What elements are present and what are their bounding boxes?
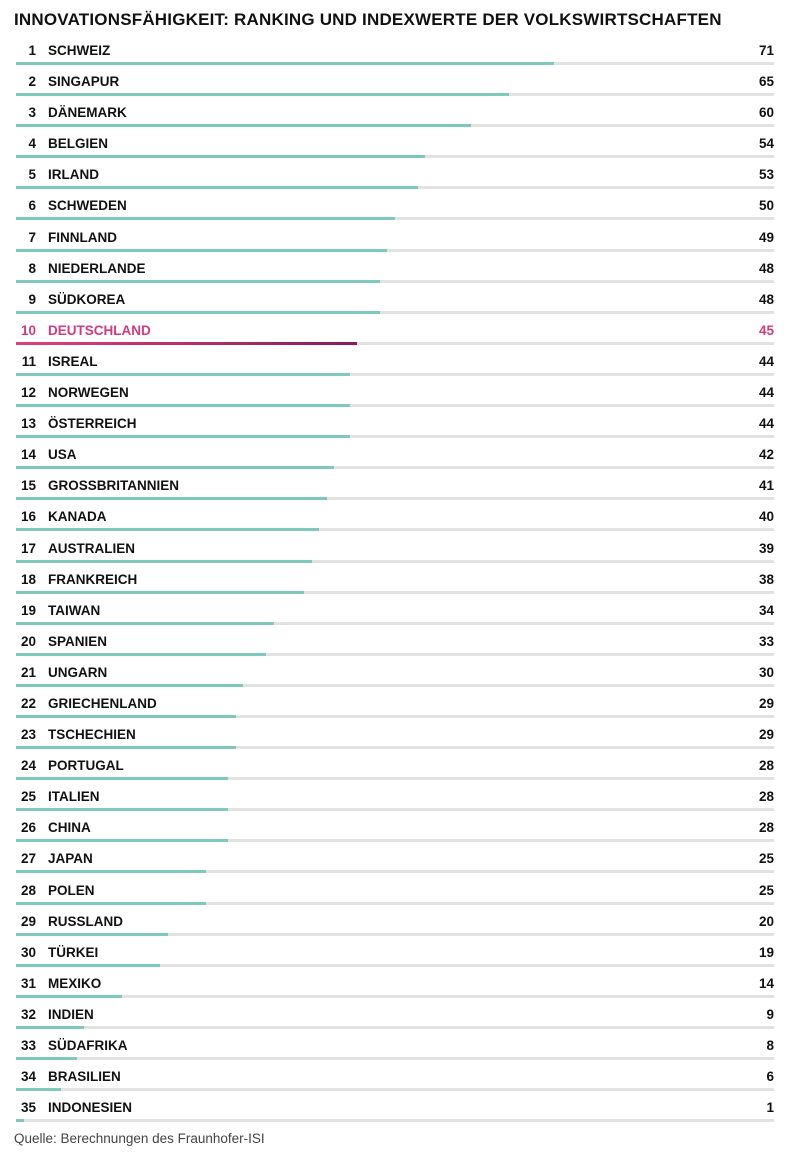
rank-label: 8 bbox=[28, 260, 36, 276]
bar bbox=[16, 622, 274, 625]
bar bbox=[16, 591, 304, 594]
rank-label: 29 bbox=[20, 913, 36, 929]
bar-row bbox=[0, 287, 800, 318]
bar bbox=[16, 311, 380, 314]
bar-row bbox=[0, 940, 800, 971]
country-label: BELGIEN bbox=[48, 136, 109, 152]
bar-row bbox=[0, 1095, 800, 1126]
bar-row bbox=[0, 318, 800, 349]
bar bbox=[16, 466, 334, 469]
bar-row bbox=[0, 909, 800, 940]
country-label: TÜRKEI bbox=[48, 944, 99, 960]
value-label: 25 bbox=[758, 851, 774, 867]
bar-row bbox=[0, 784, 800, 815]
bar-row bbox=[0, 100, 800, 131]
bar bbox=[16, 870, 206, 873]
value-label: 60 bbox=[758, 105, 774, 121]
value-label: 44 bbox=[758, 353, 774, 369]
country-label: DEUTSCHLAND bbox=[48, 322, 151, 338]
value-label: 28 bbox=[758, 758, 774, 774]
rank-label: 27 bbox=[20, 851, 36, 867]
value-label: 8 bbox=[766, 1038, 774, 1053]
bar bbox=[16, 186, 418, 189]
bar bbox=[16, 653, 266, 656]
country-label: TAIWAN bbox=[48, 602, 101, 618]
rank-label: 19 bbox=[20, 602, 36, 618]
rank-label: 9 bbox=[28, 291, 36, 307]
bar-row bbox=[0, 878, 800, 909]
bar-row bbox=[0, 660, 800, 691]
source-note: Quelle: Berechnungen des Fraunhofer-ISI bbox=[14, 1131, 265, 1146]
bar-row bbox=[0, 567, 800, 598]
bar-row bbox=[0, 722, 800, 753]
value-label: 29 bbox=[758, 727, 774, 743]
value-label: 65 bbox=[758, 74, 774, 90]
value-label: 39 bbox=[758, 540, 774, 556]
rank-label: 24 bbox=[20, 758, 36, 774]
bar-row bbox=[0, 193, 800, 224]
bar-row bbox=[0, 536, 800, 567]
bar bbox=[16, 249, 387, 252]
value-label: 44 bbox=[758, 416, 774, 432]
value-label: 28 bbox=[758, 820, 774, 836]
value-label: 29 bbox=[758, 695, 774, 711]
country-label: TSCHECHIEN bbox=[48, 727, 136, 743]
rank-label: 28 bbox=[20, 882, 36, 898]
bar bbox=[16, 124, 471, 127]
rank-label: 35 bbox=[20, 1100, 36, 1116]
bar bbox=[16, 93, 509, 96]
bar bbox=[16, 746, 236, 749]
country-label: FINNLAND bbox=[48, 229, 117, 245]
bar bbox=[16, 964, 160, 967]
value-label: 48 bbox=[758, 291, 774, 307]
rank-label: 3 bbox=[28, 105, 36, 121]
rank-label: 30 bbox=[20, 944, 36, 960]
value-label: 25 bbox=[758, 882, 774, 898]
bar bbox=[16, 497, 327, 500]
bar-row bbox=[0, 349, 800, 380]
value-label: 34 bbox=[758, 602, 774, 618]
value-label: 9 bbox=[766, 1006, 774, 1022]
country-label: GROSSBRITANNIEN bbox=[48, 478, 180, 494]
value-label: 49 bbox=[758, 229, 774, 245]
bar-row bbox=[0, 69, 800, 100]
value-label: 40 bbox=[758, 509, 774, 525]
value-label: 19 bbox=[758, 944, 774, 960]
country-label: PORTUGAL bbox=[48, 758, 124, 774]
country-label: MEXIKO bbox=[48, 975, 102, 991]
rank-label: 10 bbox=[20, 322, 36, 338]
bar bbox=[16, 808, 228, 811]
bar-row bbox=[0, 442, 800, 473]
bar-row bbox=[0, 691, 800, 722]
bar bbox=[16, 995, 122, 998]
bar bbox=[16, 404, 350, 407]
bar bbox=[16, 1088, 61, 1091]
country-label: UNGARN bbox=[48, 664, 108, 680]
country-label: BRASILIEN bbox=[48, 1069, 121, 1085]
country-label: KANADA bbox=[48, 509, 107, 525]
bar bbox=[16, 839, 228, 842]
country-label: JAPAN bbox=[48, 851, 93, 867]
value-label: 44 bbox=[758, 385, 774, 401]
bar-row bbox=[0, 971, 800, 1002]
country-label: RUSSLAND bbox=[48, 913, 124, 929]
rank-label: 11 bbox=[21, 353, 36, 369]
rank-label: 4 bbox=[28, 136, 36, 152]
rank-label: 16 bbox=[20, 509, 36, 525]
bar bbox=[16, 684, 243, 687]
value-label: 54 bbox=[758, 136, 774, 152]
rank-label: 17 bbox=[20, 540, 36, 556]
bar bbox=[16, 155, 425, 158]
bar bbox=[16, 933, 168, 936]
country-label: FRANKREICH bbox=[48, 571, 138, 587]
value-label: 30 bbox=[758, 664, 774, 680]
bar-track bbox=[16, 995, 774, 998]
bar-row bbox=[0, 162, 800, 193]
country-label: POLEN bbox=[48, 882, 95, 898]
value-label: 45 bbox=[758, 322, 774, 338]
country-label: ITALIEN bbox=[48, 789, 100, 805]
rank-label: 15 bbox=[20, 478, 36, 494]
bar bbox=[16, 1057, 77, 1060]
bar bbox=[16, 280, 380, 283]
value-label: 6 bbox=[766, 1069, 774, 1085]
bar-row bbox=[0, 38, 800, 69]
country-label: SCHWEDEN bbox=[48, 198, 127, 214]
bar-row bbox=[0, 380, 800, 411]
bar-row bbox=[0, 846, 800, 877]
country-label: ISREAL bbox=[48, 353, 98, 369]
bar bbox=[16, 435, 350, 438]
country-label: GRIECHENLAND bbox=[48, 695, 157, 711]
bar-row bbox=[0, 1002, 800, 1033]
rank-label: 23 bbox=[20, 727, 36, 743]
rank-label: 7 bbox=[28, 229, 36, 245]
country-label: SÜDAFRIKA bbox=[48, 1038, 128, 1053]
country-label: INDONESIEN bbox=[48, 1100, 133, 1116]
rank-label: 22 bbox=[20, 695, 36, 711]
value-label: 28 bbox=[758, 789, 774, 805]
bar bbox=[16, 560, 312, 563]
country-label: NORWEGEN bbox=[48, 385, 129, 401]
rank-label: 20 bbox=[20, 633, 36, 649]
country-label: SÜDKOREA bbox=[48, 291, 126, 307]
country-label: INDIEN bbox=[48, 1006, 94, 1022]
bar-row bbox=[0, 504, 800, 535]
rank-label: 21 bbox=[20, 664, 36, 680]
bar-row bbox=[0, 473, 800, 504]
bar bbox=[16, 1119, 24, 1122]
rank-label: 18 bbox=[20, 571, 36, 587]
country-label: ÖSTERREICH bbox=[48, 416, 137, 432]
rank-label: 32 bbox=[20, 1006, 36, 1022]
bar-row bbox=[0, 411, 800, 442]
country-label: SPANIEN bbox=[48, 633, 108, 649]
country-label: SCHWEIZ bbox=[48, 43, 111, 58]
bar bbox=[16, 528, 319, 531]
rank-label: 33 bbox=[20, 1038, 36, 1053]
bar-row bbox=[0, 598, 800, 629]
bar-row bbox=[0, 1033, 800, 1064]
bar bbox=[16, 217, 395, 220]
rank-label: 34 bbox=[20, 1069, 36, 1085]
bar-row bbox=[0, 131, 800, 162]
bar-track bbox=[16, 1088, 774, 1091]
value-label: 14 bbox=[758, 975, 774, 991]
rank-label: 13 bbox=[20, 416, 36, 432]
bar-row bbox=[0, 256, 800, 287]
value-label: 48 bbox=[758, 260, 774, 276]
bar bbox=[16, 715, 236, 718]
bar bbox=[16, 1026, 84, 1029]
bar-row bbox=[0, 225, 800, 256]
country-label: USA bbox=[48, 447, 77, 463]
value-label: 38 bbox=[758, 571, 774, 587]
bar bbox=[16, 62, 554, 65]
bar-row bbox=[0, 815, 800, 846]
value-label: 50 bbox=[758, 198, 774, 214]
rank-label: 31 bbox=[20, 975, 36, 991]
value-label: 71 bbox=[758, 43, 774, 58]
rank-label: 12 bbox=[20, 385, 36, 401]
value-label: 42 bbox=[758, 447, 774, 463]
rank-label: 14 bbox=[20, 447, 36, 463]
value-label: 1 bbox=[766, 1100, 774, 1116]
rank-label: 6 bbox=[28, 198, 36, 214]
bar-track bbox=[16, 1026, 774, 1029]
country-label: SINGAPUR bbox=[48, 74, 120, 90]
rank-label: 25 bbox=[20, 789, 36, 805]
bar bbox=[16, 777, 228, 780]
value-label: 20 bbox=[758, 913, 774, 929]
country-label: AUSTRALIEN bbox=[48, 540, 135, 556]
rank-label: 26 bbox=[20, 820, 36, 836]
bar-row bbox=[0, 1064, 800, 1095]
bar bbox=[16, 902, 206, 905]
bar bbox=[16, 373, 350, 376]
bar-track bbox=[16, 1119, 774, 1122]
bar bbox=[16, 342, 357, 345]
chart-title: INNOVATIONSFÄHIGKEIT: RANKING UND INDEXWERTE DER VOLKSWIRTSCHAFTEN bbox=[14, 10, 722, 29]
bar-rows bbox=[0, 38, 800, 1126]
country-label: NIEDERLANDE bbox=[48, 260, 146, 276]
bar-row bbox=[0, 753, 800, 784]
value-label: 53 bbox=[758, 167, 774, 183]
value-label: 33 bbox=[758, 633, 774, 649]
bar-track bbox=[16, 1057, 774, 1060]
country-label: DÄNEMARK bbox=[48, 105, 127, 121]
rank-label: 5 bbox=[28, 167, 36, 183]
bar-row bbox=[0, 629, 800, 660]
value-label: 41 bbox=[758, 478, 774, 494]
rank-label: 1 bbox=[28, 43, 36, 58]
rank-label: 2 bbox=[28, 74, 36, 90]
country-label: CHINA bbox=[48, 820, 91, 836]
country-label: IRLAND bbox=[48, 167, 99, 183]
